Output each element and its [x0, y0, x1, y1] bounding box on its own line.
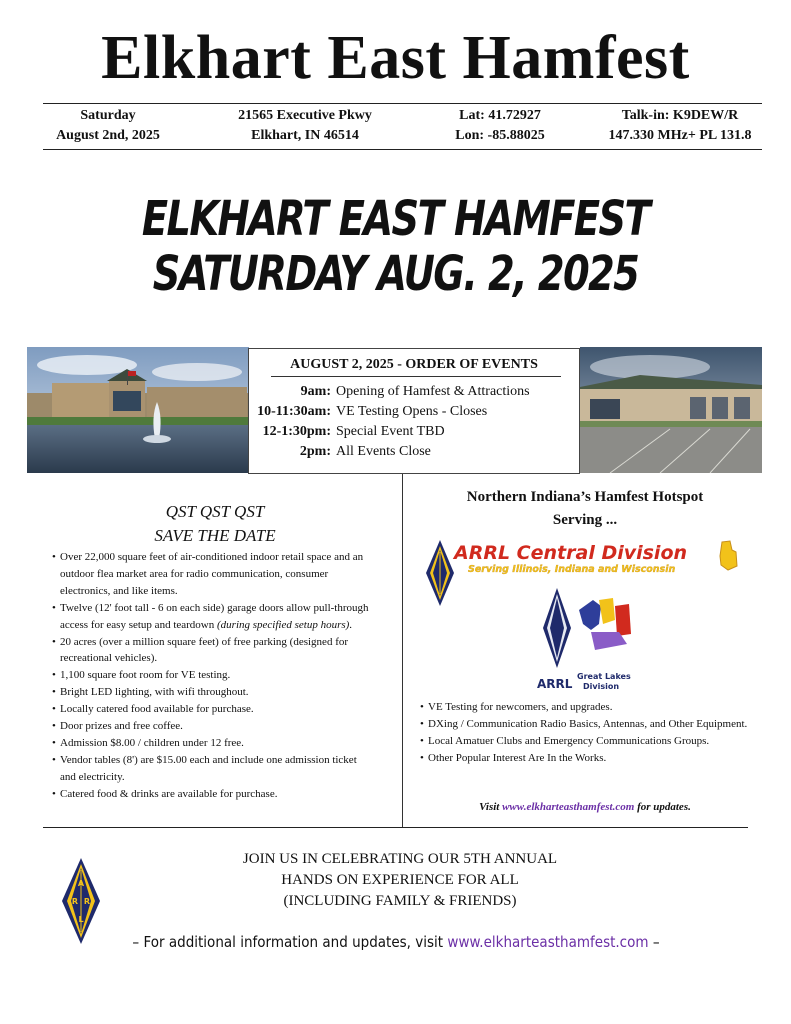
talk-in-info [590, 106, 770, 146]
visit-prefix: Visit [479, 801, 500, 813]
list-item: • Over 22,000 square feet of air-conditioned indoor retail space and an outdoor flea market area for radio communication, consumer electronics, and like items. [52, 549, 370, 600]
order-of-events-rule [271, 376, 561, 377]
hotspot-line-2: Serving ... [552, 512, 618, 528]
info-bar-top-rule [43, 103, 762, 104]
event-date-day: Saturday [80, 108, 136, 123]
event-time: 10-11:30am: [257, 404, 331, 419]
address-line-1: 21565 Executive Pkwy [238, 108, 372, 123]
section-bottom-rule [43, 827, 748, 828]
event-row [249, 444, 579, 464]
list-item: • 1,100 square foot room for VE testing. [52, 667, 370, 684]
list-item: • Local Amatuer Clubs and Emergency Communications Groups. [420, 733, 765, 750]
indiana-map-icon [599, 598, 615, 624]
event-date [43, 106, 173, 146]
coordinates [430, 106, 570, 146]
building-parking-photo [580, 347, 762, 473]
qst-line: QST QST QST [165, 502, 265, 521]
event-description: Opening of Hamfest & Attractions [336, 384, 530, 399]
list-item: • Door prizes and free coffee. [52, 718, 370, 735]
arrl-great-lakes-division-logo [535, 584, 645, 694]
list-item: • Vendor tables (8') are $15.00 each and include one admission ticket and electricity. [52, 752, 370, 786]
visit-suffix: for updates. [637, 801, 691, 813]
list-item: • Bright LED lighting, with wifi throughout. [52, 684, 370, 701]
order-of-events-title: AUGUST 2, 2025 - ORDER OF EVENTS [290, 357, 538, 372]
event-address [215, 106, 395, 146]
great-lakes-label-2: Division [583, 682, 620, 691]
event-time: 2pm: [299, 444, 331, 459]
website-link[interactable]: www.elkharteasthamfest.com [502, 801, 635, 813]
event-description: All Events Close [336, 444, 431, 459]
building-fountain-photo [27, 347, 249, 473]
great-lakes-arrl-label: ARRL [537, 677, 573, 691]
hotspot-heading [420, 486, 750, 532]
logo-letter: R [71, 897, 79, 906]
join-line-2: HANDS ON EXPERIENCE FOR ALL [281, 872, 519, 888]
event-row [249, 404, 579, 424]
talk-in-callsign: Talk-in: K9DEW/R [621, 108, 739, 123]
footer-line [0, 933, 791, 951]
setup-hours-note: (during specified setup hours) [217, 618, 350, 631]
arrl-diamond-icon [426, 540, 454, 606]
order-of-events-box [248, 348, 580, 474]
michigan-map-icon [579, 600, 601, 630]
headline-line-2: SATURDAY AUG. 2, 2025 [152, 246, 639, 302]
visit-line [420, 801, 750, 813]
list-item: • Twelve (12' foot tall - 6 on each side) garage doors allow pull-through access for easy setup and teardown (during specified setup hours). [52, 600, 370, 634]
event-description: Special Event TBD [336, 424, 445, 439]
great-lakes-label-1: Great Lakes [577, 672, 631, 681]
logo-letter: L [78, 915, 84, 924]
save-the-date-line: SAVE THE DATE [154, 526, 276, 545]
arrl-diamond-icon [543, 588, 571, 668]
ohio-map-icon [615, 604, 631, 636]
event-row [249, 384, 579, 404]
list-item: • VE Testing for newcomers, and upgrades. [420, 699, 765, 716]
list-item: • Admission $8.00 / children under 12 free. [52, 735, 370, 752]
event-time: 12-1:30pm: [262, 424, 331, 439]
activities-list [420, 699, 765, 767]
join-line-3: (INCLUDING FAMILY & FRIENDS) [283, 893, 517, 909]
save-the-date-heading [90, 500, 340, 548]
hotspot-line-1: Northern Indiana’s Hamfest Hotspot [466, 489, 704, 505]
amenities-list [52, 549, 370, 803]
central-division-subtitle: Serving Illinois, Indiana and Wisconsin [468, 564, 676, 575]
list-item: • 20 acres (over a million square feet) of free parking (designed for recreational vehicles). [52, 634, 370, 668]
event-row [249, 424, 579, 444]
headline-line-1: ELKHART EAST HAMFEST [141, 191, 650, 247]
list-item: • Other Popular Interest Are In the Works. [420, 750, 765, 767]
list-item: • Catered food & drinks are available for purchase. [52, 786, 370, 803]
info-bar-bottom-rule [43, 149, 762, 150]
logo-letter: R [83, 897, 91, 906]
talk-in-frequency: 147.330 MHz+ PL 131.8 [608, 128, 752, 143]
address-line-2: Elkhart, IN 46514 [251, 128, 359, 143]
logo-letter: A [77, 879, 85, 888]
event-date-full: August 2nd, 2025 [56, 128, 160, 143]
central-states-map-icon [720, 541, 737, 570]
page-title: Elkhart East Hamfest [101, 24, 690, 92]
column-divider [402, 474, 403, 828]
list-item: • Locally catered food available for purchase. [52, 701, 370, 718]
central-division-title: ARRL Central Division [454, 542, 688, 564]
footer-prefix: – For additional information and updates, visit [132, 933, 444, 951]
join-line-1: JOIN US IN CELEBRATING OUR 5TH ANNUAL [242, 851, 558, 867]
join-us-message [180, 849, 620, 912]
event-time: 9am: [300, 384, 331, 399]
footer-website-link[interactable]: www.elkharteasthamfest.com [447, 933, 649, 951]
footer-suffix: – [652, 933, 660, 951]
latitude: Lat: 41.72927 [459, 108, 541, 123]
list-item: • DXing / Communication Radio Basics, Antennas, and Other Equipment. [420, 716, 765, 733]
longitude: Lon: -85.88025 [455, 128, 545, 143]
event-description: VE Testing Opens - Closes [336, 404, 488, 419]
